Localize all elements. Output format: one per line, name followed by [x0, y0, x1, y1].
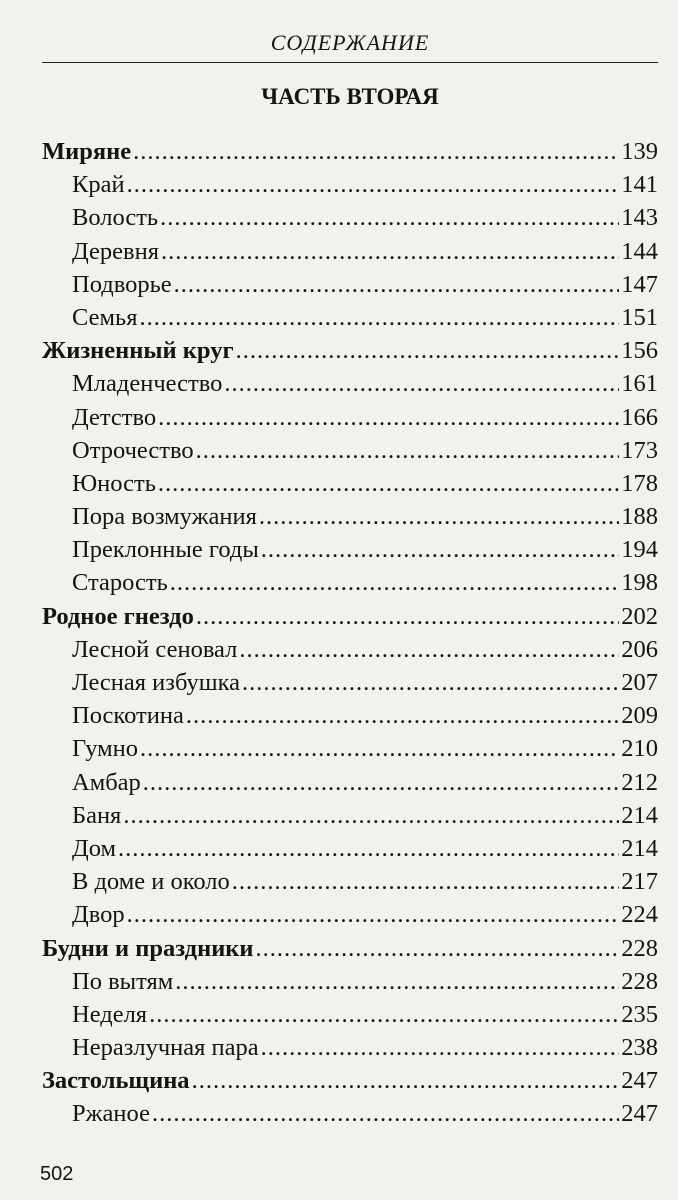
toc-dot-leader — [139, 301, 619, 334]
toc-subentry — [42, 1031, 658, 1064]
toc-dot-leader — [196, 434, 620, 467]
toc-entry-title: В доме и около — [72, 868, 230, 896]
toc-subentry — [42, 401, 658, 434]
toc-dot-leader — [256, 932, 620, 965]
toc-subentry — [42, 301, 658, 334]
toc-entry-title: Родное гнездо — [42, 602, 194, 630]
toc-entry-title: Преклонные годы — [72, 536, 259, 564]
toc-entry-page: 144 — [621, 237, 658, 265]
toc-dot-leader — [174, 268, 620, 301]
running-header: СОДЕРЖАНИЕ — [42, 30, 658, 63]
toc-entry-page: 202 — [621, 602, 658, 630]
toc-entry-page: 214 — [621, 801, 658, 829]
toc-dot-leader — [143, 766, 619, 799]
toc-dot-leader — [192, 1064, 620, 1097]
toc-entry-page: 156 — [621, 337, 658, 365]
toc-dot-leader — [140, 732, 619, 765]
toc-entry-page: 214 — [621, 834, 658, 862]
toc-subentry — [42, 235, 658, 268]
toc-entry-title: Старость — [72, 569, 168, 597]
toc-dot-leader — [127, 168, 620, 201]
toc-entry-page: 238 — [621, 1034, 658, 1062]
toc-entry-title: Двор — [72, 901, 125, 929]
toc-entry-page: 147 — [621, 270, 658, 298]
toc-entry-title: Будни и праздники — [42, 934, 254, 962]
toc-entry-page: 161 — [621, 370, 658, 398]
toc-dot-leader — [123, 799, 619, 832]
toc-entry-page: 212 — [621, 768, 658, 796]
toc-subentry — [42, 865, 658, 898]
toc-entry-page: 173 — [621, 436, 658, 464]
toc-subentry — [42, 268, 658, 301]
toc-entry-page: 151 — [621, 303, 658, 331]
toc-entry-title: Баня — [72, 801, 122, 829]
toc-entry-page: 210 — [621, 735, 658, 763]
toc-dot-leader — [236, 334, 620, 367]
toc-subentry — [42, 168, 658, 201]
toc-dot-leader — [161, 235, 619, 268]
toc-entry-title: Неделя — [72, 1000, 148, 1028]
toc-subentry — [42, 500, 658, 533]
toc-subentry — [42, 666, 658, 699]
toc-subentry — [42, 732, 658, 765]
toc-subentry — [42, 201, 658, 234]
toc-entry-title: Край — [72, 171, 125, 199]
toc-dot-leader — [127, 898, 620, 931]
toc-chapter-entry — [42, 334, 658, 367]
toc-subentry — [42, 998, 658, 1031]
toc-entry-title: По вытям — [72, 967, 174, 995]
toc-entry-title: Миряне — [42, 138, 132, 165]
page-number: 502 — [40, 1163, 74, 1185]
toc-entry-page: 188 — [621, 503, 658, 531]
toc-entry-page: 228 — [621, 967, 658, 995]
toc-entry-title: Детство — [72, 403, 157, 431]
toc-dot-leader — [242, 666, 619, 699]
toc-dot-leader — [196, 600, 619, 633]
toc-dot-leader — [261, 1031, 620, 1064]
toc-subentry — [42, 965, 658, 998]
toc-entry-title: Лесной сеновал — [72, 635, 238, 663]
toc-entry-page: 207 — [621, 669, 658, 696]
toc-subentry — [42, 699, 658, 732]
toc-entry-title: Подворье — [72, 270, 172, 298]
toc-entry-page: 198 — [621, 569, 658, 597]
toc-chapter-entry — [42, 932, 658, 965]
toc-entry-page: 247 — [621, 1100, 658, 1128]
toc-subentry — [42, 766, 658, 799]
toc-chapter-entry — [42, 135, 658, 168]
toc-entry-title: Амбар — [72, 768, 141, 796]
toc-entry-page: 209 — [621, 702, 658, 730]
toc-entry-title: Пора возмужания — [72, 503, 257, 531]
toc-entry-page: 139 — [621, 138, 658, 165]
toc-dot-leader — [118, 832, 619, 865]
toc-dot-leader — [170, 566, 619, 599]
toc-entry-page: 235 — [621, 1000, 658, 1028]
toc-chapter-entry — [42, 600, 658, 633]
toc-dot-leader — [158, 401, 619, 434]
toc-dot-leader — [152, 1097, 619, 1130]
toc-entry-page: 143 — [621, 204, 658, 232]
toc-entry-page: 228 — [621, 934, 658, 962]
toc-dot-leader — [160, 201, 619, 234]
toc-dot-leader — [259, 500, 619, 533]
toc-dot-leader — [133, 135, 619, 168]
toc-entry-title: Младенчество — [72, 370, 223, 398]
toc-entry-title: Волость — [72, 204, 159, 232]
toc-chapter-entry — [42, 1064, 658, 1097]
toc-dot-leader — [149, 998, 619, 1031]
toc-entry-page: 166 — [621, 403, 658, 431]
toc-entry-title: Гумно — [72, 735, 139, 763]
toc-entry-page: 178 — [621, 469, 658, 497]
toc-entry-title: Неразлучная пара — [72, 1034, 259, 1062]
toc-dot-leader — [261, 533, 619, 566]
toc-dot-leader — [232, 865, 619, 898]
toc-entry-title: Семья — [72, 303, 138, 331]
toc-entry-title: Юность — [72, 469, 156, 497]
toc-dot-leader — [186, 699, 619, 732]
toc-entry-page: 206 — [621, 635, 658, 663]
toc-entry-page: 224 — [621, 901, 658, 929]
toc-entry-title: Дом — [72, 834, 116, 862]
toc-entry-title: Деревня — [72, 237, 159, 265]
toc-entry-title: Отрочество — [72, 436, 194, 464]
toc-subentry — [42, 533, 658, 566]
toc-subentry — [42, 566, 658, 599]
toc-subentry — [42, 799, 658, 832]
toc-dot-leader — [175, 965, 619, 998]
toc-entry-page: 194 — [621, 536, 658, 564]
toc-subentry — [42, 434, 658, 467]
toc-subentry — [42, 832, 658, 865]
toc-entry-title: Поскотина — [72, 702, 184, 730]
toc-subentry — [42, 467, 658, 500]
toc-entry-page: 141 — [621, 171, 658, 199]
toc-subentry — [42, 898, 658, 931]
part-title: ЧАСТЬ ВТОРАЯ — [261, 84, 439, 109]
toc-entry-title: Застольщина — [42, 1067, 190, 1095]
toc-dot-leader — [239, 633, 619, 666]
table-of-contents — [42, 135, 658, 1131]
toc-dot-leader — [224, 367, 619, 400]
toc-entry-page: 217 — [621, 868, 658, 896]
toc-subentry — [42, 633, 658, 666]
toc-subentry — [42, 1097, 658, 1130]
toc-entry-page: 247 — [621, 1067, 658, 1095]
toc-entry-title: Лесная избушка — [72, 669, 241, 696]
toc-subentry — [42, 367, 658, 400]
toc-entry-title: Жизненный круг — [42, 337, 234, 365]
toc-dot-leader — [158, 467, 619, 500]
toc-entry-title: Ржаное — [72, 1100, 150, 1128]
